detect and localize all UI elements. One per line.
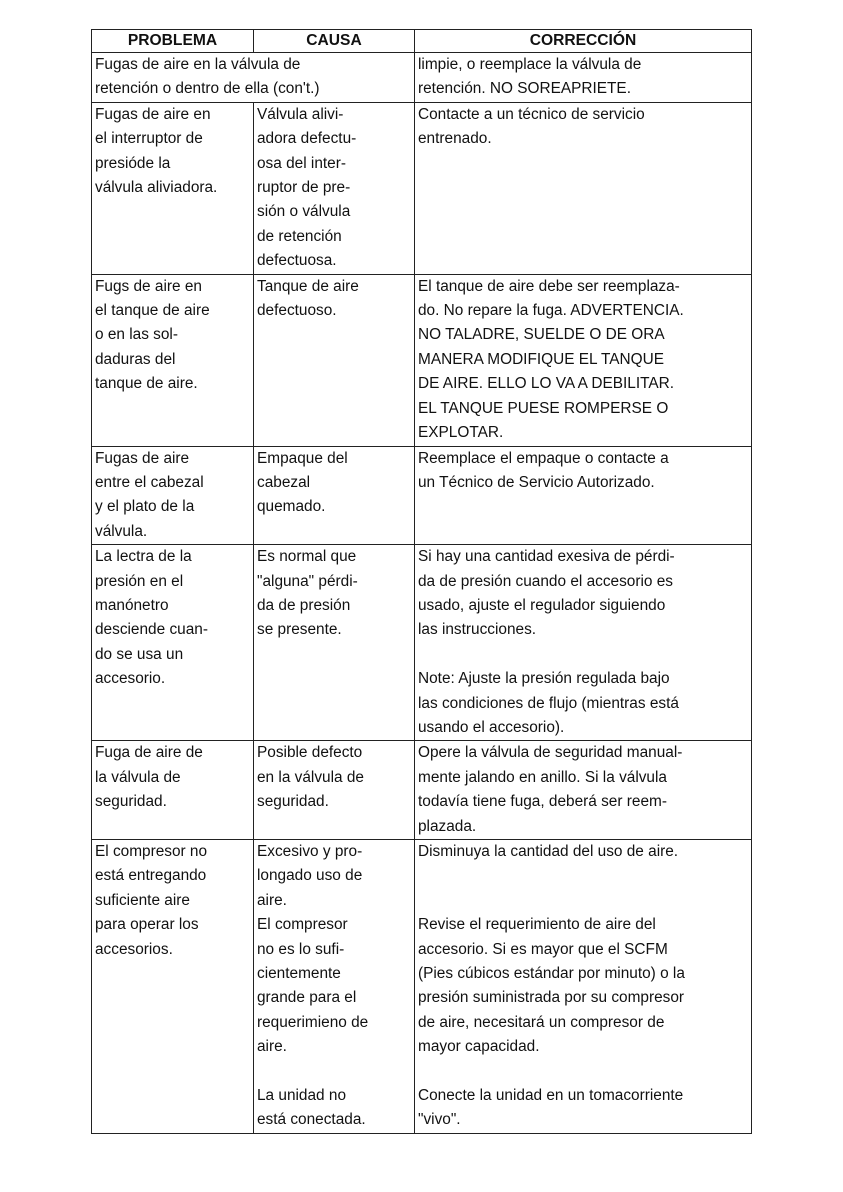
- cell-line: entre el cabezal: [95, 473, 204, 491]
- cell-line: da de presión cuando el accesorio es: [418, 572, 673, 590]
- cell-line: "alguna" pérdi-: [257, 572, 358, 590]
- cell-line: suficiente aire: [95, 891, 190, 909]
- cell-line: (Pies cúbicos estándar por minuto) o la: [418, 964, 685, 982]
- table-row: [92, 53, 752, 103]
- cell-line: aire.: [257, 1038, 287, 1056]
- cell-line: Opere la válvula de seguridad manual-: [418, 744, 683, 762]
- cause-cell: [254, 839, 415, 1133]
- cell-line: Fugas de aire en la válvula de: [95, 56, 301, 73]
- cell-line: quemado.: [257, 498, 326, 516]
- blank-line: [418, 889, 748, 913]
- problem-cell: [92, 274, 254, 446]
- cell-line: seguridad.: [257, 793, 329, 811]
- cell-line: Reemplace el empaque o contacte a: [418, 449, 669, 467]
- cell-line: limpie, o reemplace la válvula de: [418, 56, 642, 73]
- cell-line: requerimieno de: [257, 1013, 369, 1031]
- cell-line: o en las sol-: [95, 326, 178, 344]
- cell-line: Posible defecto: [257, 744, 363, 762]
- cell-line: tanque de aire.: [95, 375, 198, 393]
- cell-line: cabezal: [257, 473, 311, 491]
- cell-line: usando el accesorio).: [418, 718, 565, 736]
- cell-line: válvula aliviadora.: [95, 179, 218, 197]
- cell-line: do se usa un: [95, 645, 184, 663]
- cell-line: El compresor: [257, 916, 348, 934]
- cell-line: seguridad.: [95, 793, 167, 811]
- cell-line: presión suministrada por su compresor: [418, 989, 685, 1007]
- problem-cell: [92, 741, 254, 840]
- cell-line: desciende cuan-: [95, 621, 208, 639]
- cell-line: Es normal que: [257, 548, 357, 566]
- cell-line: El compresor no: [95, 842, 208, 860]
- cell-line: defectuosa.: [257, 252, 337, 270]
- cell-line: daduras del: [95, 350, 176, 368]
- cell-line: Si hay una cantidad exesiva de pérdi-: [418, 548, 675, 566]
- cell-line: mayor capacidad.: [418, 1038, 540, 1056]
- cell-line: se presente.: [257, 621, 342, 639]
- cell-line: está conectada.: [257, 1111, 366, 1129]
- cell-line: un Técnico de Servicio Autorizado.: [418, 473, 655, 491]
- cell-line: presióde la: [95, 154, 171, 172]
- problem-cell: [92, 102, 254, 274]
- cell-line: defectuoso.: [257, 302, 337, 320]
- table-row: [92, 446, 752, 545]
- cell-line: presión en el: [95, 572, 184, 590]
- table-row: [92, 839, 752, 1133]
- cause-cell: [254, 102, 415, 274]
- cell-line: la válvula de: [95, 768, 181, 786]
- table-row: [92, 274, 752, 446]
- cell-line: válvula.: [95, 522, 148, 540]
- cell-line: da de presión: [257, 596, 351, 614]
- correction-cell: [415, 53, 752, 103]
- correction-cell: [415, 274, 752, 446]
- cell-line: sión o válvula: [257, 203, 351, 221]
- header-row: [92, 30, 752, 53]
- cause-cell: [254, 446, 415, 545]
- cell-line: Empaque del: [257, 449, 348, 467]
- blank-line: [418, 864, 748, 888]
- problem-cell: [92, 446, 254, 545]
- cell-line: adora defectu-: [257, 130, 357, 148]
- cell-line: La unidad no: [257, 1087, 347, 1105]
- correction-cell: [415, 102, 752, 274]
- cause-cell: [254, 274, 415, 446]
- cell-line: para operar los: [95, 916, 199, 934]
- problem-cell: [92, 839, 254, 1133]
- cell-line: osa del inter-: [257, 154, 346, 172]
- cell-line: Conecte la unidad en un tomacorriente: [418, 1087, 684, 1104]
- header-causa: CAUSA: [254, 30, 415, 53]
- cell-line: accesorio.: [95, 670, 166, 688]
- cell-line: EXPLOTAR.: [418, 424, 504, 442]
- cell-line: Contacte a un técnico de servicio: [418, 105, 645, 123]
- problem-cause-cell: [92, 53, 415, 103]
- cell-line: Fuga de aire de: [95, 744, 203, 762]
- correction-cell: [415, 545, 752, 741]
- cell-line: las condiciones de flujo (mientras está: [418, 694, 679, 712]
- cell-line: Excesivo y pro-: [257, 842, 363, 860]
- blank-line: [257, 1060, 411, 1084]
- cell-line: Fugas de aire en: [95, 105, 211, 123]
- table-body: [92, 53, 752, 1134]
- cell-line: el interruptor de: [95, 130, 203, 148]
- cell-line: ruptor de pre-: [257, 179, 351, 197]
- cell-line: de aire, necesitará un compresor de: [418, 1013, 665, 1031]
- cell-line: en la válvula de: [257, 768, 364, 786]
- cell-line: El tanque de aire debe ser reemplaza-: [418, 277, 680, 295]
- cell-line: "vivo".: [418, 1111, 461, 1129]
- cell-line: manónetro: [95, 596, 169, 614]
- cell-line: mente jalando en anillo. Si la válvula: [418, 768, 667, 786]
- cause-cell: [254, 545, 415, 741]
- cell-line: Revise el requerimiento de aire del: [418, 916, 656, 934]
- correction-cell: [415, 446, 752, 545]
- cell-line: DE AIRE. ELLO LO VA A DEBILITAR.: [418, 375, 675, 393]
- cell-line: Fugas de aire: [95, 449, 190, 467]
- table-row: [92, 741, 752, 840]
- cell-line: Válvula alivi-: [257, 105, 344, 123]
- cell-line: el tanque de aire: [95, 302, 210, 320]
- cell-line: entrenado.: [418, 130, 492, 148]
- cell-line: La lectra de la: [95, 548, 192, 566]
- troubleshooting-table: [91, 29, 752, 1134]
- cell-line: NO TALADRE, SUELDE O DE ORA: [418, 326, 665, 344]
- table-row: [92, 545, 752, 741]
- cell-line: Disminuya la cantidad del uso de aire.: [418, 842, 679, 860]
- cell-line: cientemente: [257, 965, 341, 983]
- header-correccion: CORRECCIÓN: [415, 30, 752, 53]
- cell-line: longado uso de: [257, 867, 363, 885]
- cell-line: MANERA MODIFIQUE EL TANQUE: [418, 350, 665, 368]
- cell-line: plazada.: [418, 817, 477, 835]
- cell-line: retención o dentro de ella (con't.): [95, 80, 320, 98]
- problem-cell: [92, 545, 254, 741]
- correction-cell: [415, 741, 752, 840]
- cell-line: no es lo sufi-: [257, 940, 345, 958]
- cell-line: las instrucciones.: [418, 621, 537, 639]
- cell-line: accesorios.: [95, 940, 173, 958]
- table-row: [92, 102, 752, 274]
- cell-line: está entregando: [95, 867, 207, 885]
- cell-line: Fugs de aire en: [95, 277, 202, 295]
- cell-line: accesorio. Si es mayor que el SCFM: [418, 940, 668, 958]
- cell-line: usado, ajuste el regulador siguiendo: [418, 596, 666, 614]
- cell-line: aire.: [257, 891, 287, 909]
- cell-line: y el plato de la: [95, 498, 195, 516]
- cell-line: todavía tiene fuga, deberá ser reem-: [418, 793, 667, 811]
- cell-line: Note: Ajuste la presión regulada bajo: [418, 670, 670, 688]
- correction-cell: [415, 839, 752, 1133]
- cell-line: do. No repare la fuga. ADVERTENCIA.: [418, 302, 684, 320]
- cell-line: grande para el: [257, 989, 357, 1007]
- cell-line: de retención: [257, 227, 342, 245]
- cell-line: EL TANQUE PUESE ROMPERSE O: [418, 399, 669, 417]
- blank-line: [418, 643, 748, 667]
- cause-cell: [254, 741, 415, 840]
- header-problema: PROBLEMA: [92, 30, 254, 53]
- cell-line: Tanque de aire: [257, 277, 359, 295]
- blank-line: [418, 1060, 748, 1084]
- cell-line: retención. NO SOREAPRIETE.: [418, 80, 631, 98]
